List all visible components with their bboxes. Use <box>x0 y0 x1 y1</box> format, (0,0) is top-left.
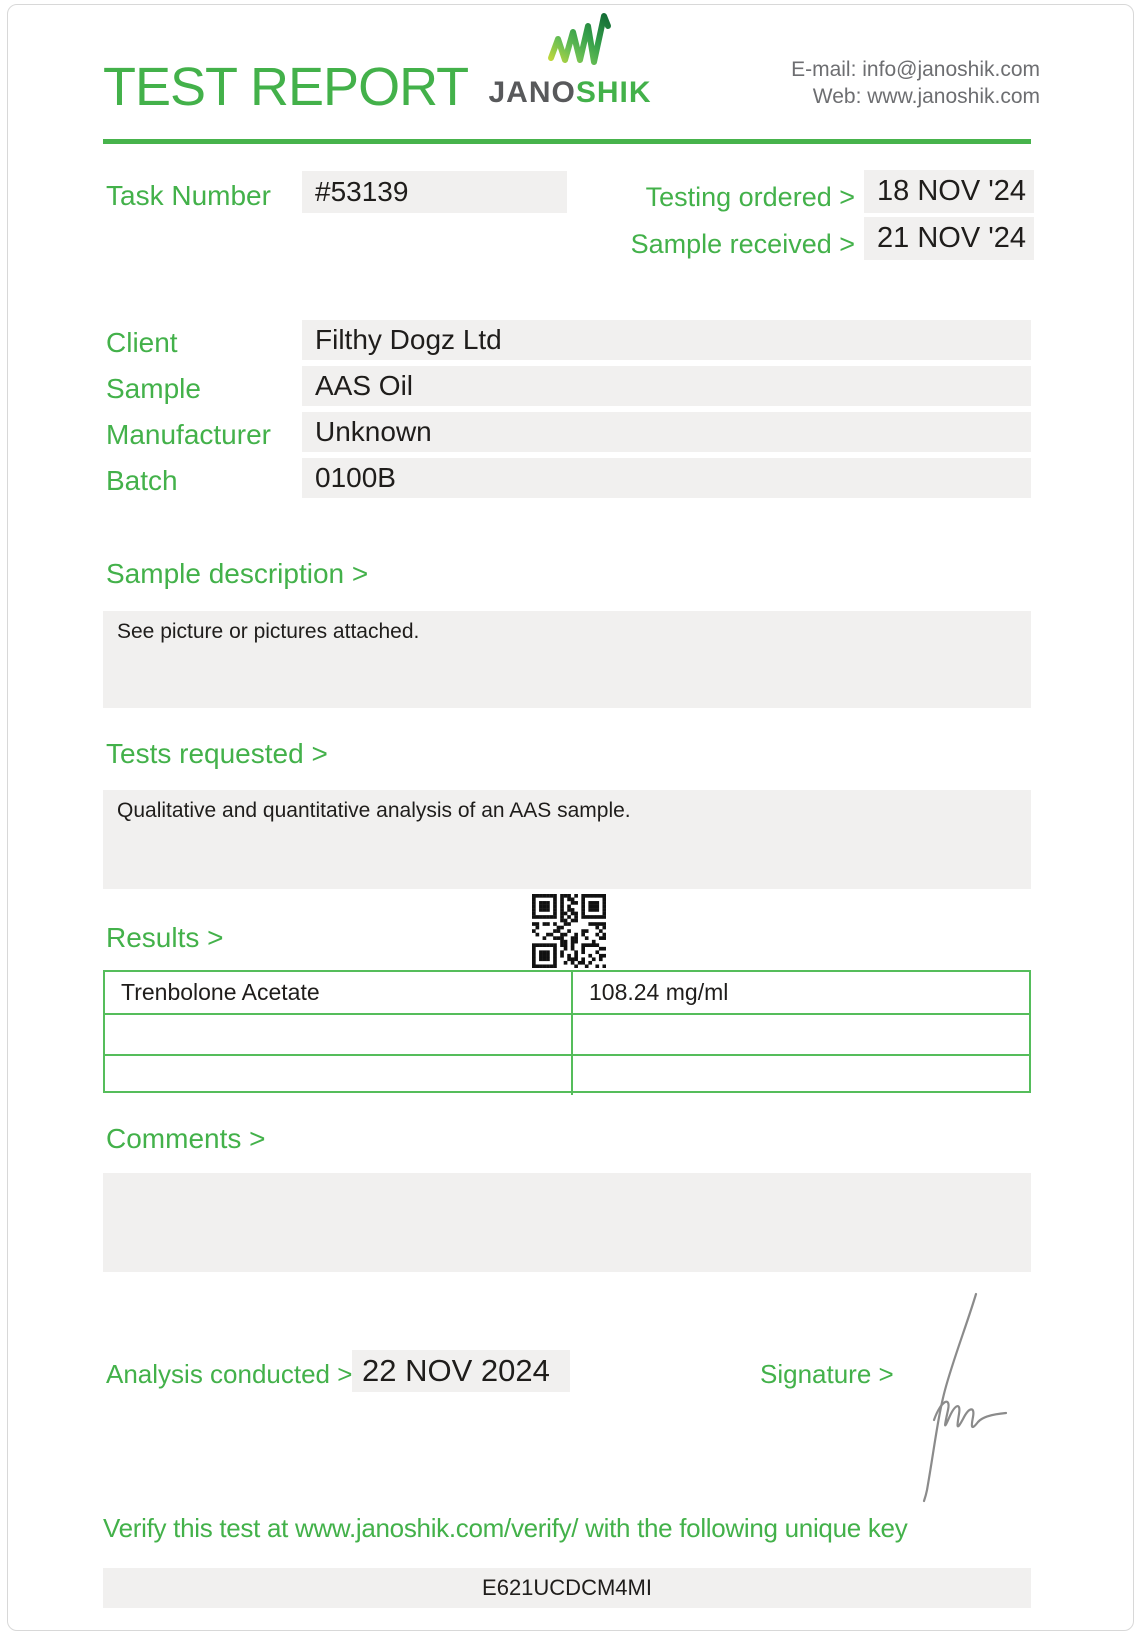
logo-wordmark <box>480 76 660 110</box>
table-row <box>105 1013 1029 1054</box>
results-table <box>103 970 1031 1093</box>
testing-ordered-label: Testing ordered > <box>645 182 855 212</box>
analyte-cell <box>105 1015 573 1054</box>
manufacturer-value: Unknown <box>302 412 1031 452</box>
handwritten-signature-icon <box>903 1292 1018 1507</box>
logo-wordmark-green: SHIK <box>575 76 652 109</box>
client-label: Client <box>106 327 178 358</box>
comments-body <box>103 1173 1031 1272</box>
tests-requested-body: Qualitative and quantitative analysis of an AAS sample. <box>103 790 1031 889</box>
table-row <box>105 972 1029 1013</box>
header-divider <box>103 139 1031 144</box>
analyte-cell <box>105 1056 573 1095</box>
verify-instruction: Verify this test at www.janoshik.com/verify/ with the following unique key <box>103 1513 908 1543</box>
qr-code-icon <box>532 894 606 968</box>
task-number-value: #53139 <box>302 171 567 213</box>
client-value: Filthy Dogz Ltd <box>302 320 1031 360</box>
sample-label: Sample <box>106 373 201 404</box>
table-row <box>105 1054 1029 1095</box>
result-cell <box>573 1015 1029 1054</box>
batch-value: 0100B <box>302 458 1031 498</box>
contact-info <box>791 56 1040 110</box>
manufacturer-label: Manufacturer <box>106 419 271 450</box>
analyte-cell: Trenbolone Acetate <box>105 972 573 1013</box>
signature-label: Signature > <box>760 1359 894 1389</box>
task-number-label: Task Number <box>106 180 271 211</box>
page-title: TEST REPORT <box>103 57 469 117</box>
batch-label: Batch <box>106 465 178 496</box>
sample-description-heading: Sample description > <box>106 558 369 589</box>
contact-web: Web: www.janoshik.com <box>812 85 1040 108</box>
result-cell <box>573 1056 1029 1095</box>
tests-requested-heading: Tests requested > <box>106 738 328 769</box>
sample-received-value: 21 NOV '24 <box>864 217 1034 260</box>
sample-value: AAS Oil <box>302 366 1031 406</box>
analysis-conducted-date: 22 NOV 2024 <box>352 1350 570 1392</box>
logo-wordmark-dark: JANO <box>488 76 576 109</box>
sample-received-label: Sample received > <box>630 229 855 259</box>
result-cell: 108.24 mg/ml <box>589 979 729 1005</box>
analysis-conducted-label: Analysis conducted > <box>106 1359 353 1389</box>
testing-ordered-value: 18 NOV '24 <box>864 170 1034 213</box>
comments-heading: Comments > <box>106 1123 266 1154</box>
results-heading: Results > <box>106 922 224 953</box>
sample-description-body: See picture or pictures attached. <box>103 611 1031 708</box>
contact-email: E-mail: info@janoshik.com <box>791 58 1040 81</box>
unique-key: E621UCDCM4MI <box>103 1568 1031 1608</box>
growth-chart-icon <box>524 12 616 70</box>
janoshik-logo <box>480 12 660 110</box>
